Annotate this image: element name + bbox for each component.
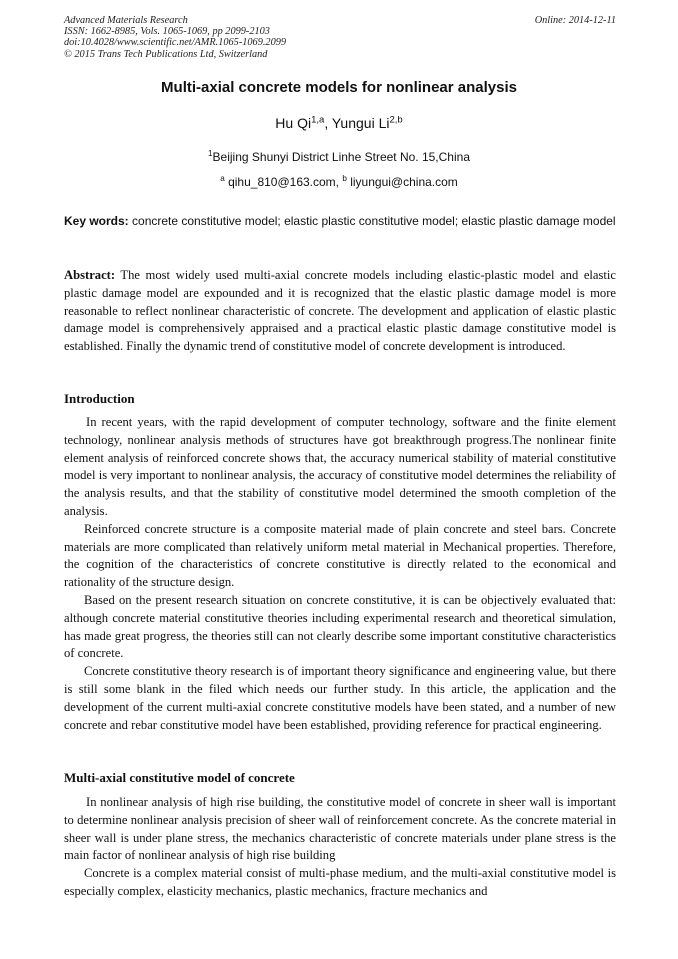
affiliation xyxy=(0,150,678,164)
email-a-marker: a xyxy=(220,174,225,183)
copyright-line: © 2015 Trans Tech Publications Ltd, Switzerland xyxy=(64,48,268,60)
keywords-label: Key words: xyxy=(64,214,129,228)
journal-header xyxy=(64,15,616,60)
intro-paragraph: In recent years, with the rapid development of computer technology, software and the finite element technology, nonlinear analysis methods of structures have got breakthrough progress.The nonlinear finite element analysis of reinforced concrete shows that, the accuracy numerical stability of material constitutive model is very important to nonlinear analysis, the accuracy of constitutive model determines the reliability of the analysis results, and that the stability of constitutive model determined the smooth completion of the analysis. xyxy=(64,415,616,518)
abstract-text: The most widely used multi-axial concrete models including elastic-plastic model and elastic plastic damage model are expounded and it is recognized that the elastic plastic damage model is more reasonable to reflect nonlinear characteristic of concrete. The development and application of elastic plastic damage model is comprehensively appraised and a practical elastic plastic damage constitutive model is established. Finally the dynamic trend of constitutive model of concrete development is introduced. xyxy=(64,268,616,354)
intro-paragraph: Reinforced concrete structure is a composite material made of plain concrete and steel bars. Concrete materials are more complicated than relatively uniform metal material in Mechanical properties. Therefore, the cognition of the characteristics of concrete constitutive is directly related to the economical and rationality of the structure design. xyxy=(64,521,616,590)
author-2-affil: 2,b xyxy=(389,114,403,126)
journal-name: Advanced Materials Research xyxy=(64,15,188,26)
section-2-heading: Multi-axial constitutive model of concrete xyxy=(64,770,295,785)
email-line xyxy=(0,175,678,189)
keywords-block xyxy=(64,213,616,230)
doi-line: doi:10.4028/www.scientific.net/AMR.1065-1069.2099 xyxy=(64,37,287,49)
introduction-body xyxy=(64,414,616,734)
section-2-body xyxy=(64,794,616,901)
section-2-paragraph: Concrete is a complex material consist of multi-phase medium, and the multi-axial constitutive model is especially complex, elasticity mechanics, plastic mechanics, fracture mechanics and xyxy=(64,866,616,898)
email-b-marker: b xyxy=(342,174,347,183)
email-a[interactable]: qihu_810@163.com, xyxy=(224,175,343,189)
keywords-text: concrete constitutive model; elastic plastic constitutive model; elastic plastic damage model xyxy=(128,214,616,228)
abstract-block xyxy=(64,267,616,356)
author-2: Yungui Li xyxy=(331,115,390,131)
affiliation-text: Beijing Shunyi District Linhe Street No. 15,China xyxy=(212,150,470,164)
intro-paragraph: Based on the present research situation on concrete constitutive, it is can be objectively evaluated that: although concrete material constitutive theories including experimental research and theoretical simulation, has made great progress, the theories still can not clearly describe some important constitutive characteristics of concrete. xyxy=(64,592,616,661)
introduction-heading: Introduction xyxy=(64,391,135,406)
abstract-label: Abstract: xyxy=(64,268,116,282)
author-list xyxy=(0,115,678,131)
paper-title: Multi-axial concrete models for nonlinear analysis xyxy=(161,79,517,96)
section-2-paragraph: In nonlinear analysis of high rise building, the constitutive model of concrete in sheer wall is important to determine nonlinear analysis precision of sheer wall of reinforcement concrete. As the concrete material in sheer wall is under plane stress, the mechanics characteristic of concrete materials under plane stress is the main factor of nonlinear analysis of high rise building xyxy=(64,795,616,863)
intro-paragraph: Concrete constitutive theory research is of important theory significance and engineering value, but there is still some blank in the filed which needs our further study. In this article, the application and the development of the current multi-axial concrete constitutive models have been stated, and a number of new concrete and rebar constitutive model have been established, providing reference for practical engineering. xyxy=(64,664,616,732)
affiliation-marker: 1 xyxy=(207,149,213,158)
email-b[interactable]: liyungui@china.com xyxy=(346,175,458,189)
online-date: Online: 2014-12-11 xyxy=(534,15,616,26)
author-separator: , xyxy=(324,115,332,131)
issn-line: ISSN: 1662-8985, Vols. 1065-1069, pp 2099-2103 xyxy=(64,26,270,38)
author-1: Hu Qi xyxy=(275,115,312,131)
author-1-affil: 1,a xyxy=(311,114,325,126)
